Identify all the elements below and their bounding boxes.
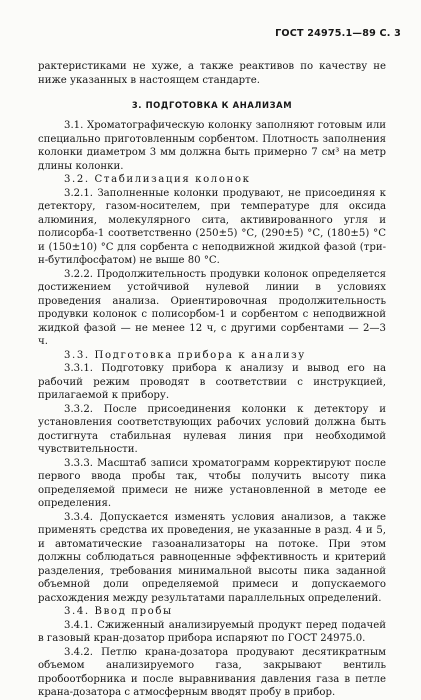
paragraph-3-4-1: 3.4.1. Сжиженный анализируемый продукт перед подачей в газовый кран-дозатор прибора испаряют по ГОСТ 24975.0. [38,619,386,644]
paragraph-3-2-2: 3.2.2. Продолжительность продувки колонок определяется достижением устойчивой нулевой линии в условиях проведения анализа. Ориентировочная продолжительность продувки колонок с полисорбом-1 и сорбентом с неподвижной жидкой фазой — не менее 12 ч, с другими сорбентами — 2—3 ч. [38,268,386,347]
subheading-3-2: 3.2. Стабилизация колонок [64,174,251,185]
paragraph-3-3-3: 3.3.3. Масштаб записи хроматограмм корректируют после первого ввода пробы так, чтобы получить высоту пика определяемой примеси не ниже установленной в методе ее определения. [38,457,386,509]
subheading-3-4: 3.4. Ввод пробы [64,606,173,617]
paragraph-3-4-2: 3.4.2. Петлю крана-дозатора продувают десятикратным объемом анализируемого газа, закрывают вентиль пробоотборника и после выравнивания давления газа в петле крана-дозатора с атмосферным вводят пробу в прибор. [38,646,386,698]
paragraph-3-2-1: 3.2.1. Заполненные колонки продувают, не присоединяя к детектору, газом-носителем, при температуре для оксида алюминия, молекулярного сита, активированного угля и полисорба-1 соответственно (250±5) °С, (290±5) °С, (180±5) °С и (150±10) °С для сорбента с неподвижной жидкой фазой (три-н-бутилфосфатом) не выше 80 °С. [38,187,386,266]
subheading-3-3: 3.3. Подготовка прибора к анализу [64,349,306,361]
paragraph-3-3-4: 3.3.4. Допускается изменять условия анализов, а также применять средства их проведения, не указанные в разд. 4 и 5, и автоматические газоанализаторы на потоке. При этом должны соблюдаться равноценные эффективность и критерий разделения, требования минимальной высоты пика заданной объемной доли определяемой примеси и допускаемого расхождения между результатами параллельных определений. [38,511,386,604]
running-header: ГОСТ 24975.1—89 С. 3 [275,28,401,39]
paragraph-3-1: 3.1. Хроматографическую колонку заполняют готовым или специально приготовленным сорбентом. Плотность заполнения колонки диаметром 3 мм должна быть примерно 7 см³ на метр длины колонки. [38,120,386,172]
intro-paragraph: рактеристиками не хуже, а также реактивов по качеству не ниже указанных в настоящем стандарте. [38,61,386,86]
paragraph-3-3-2: 3.3.2. После присоединения колонки к детектору и установления соответствующих рабочих условий должна быть достигнута стабильная нулевая линия при необходимой чувствительности. [38,403,386,455]
section-title: 3. ПОДГОТОВКА К АНАЛИЗАМ [131,100,293,110]
document-body [38,60,386,700]
paragraph-3-3-1: 3.3.1. Подготовку прибора к анализу и вывод его на рабочий режим проводят в соответствии с инструкцией, прилагаемой к прибору. [38,363,386,401]
